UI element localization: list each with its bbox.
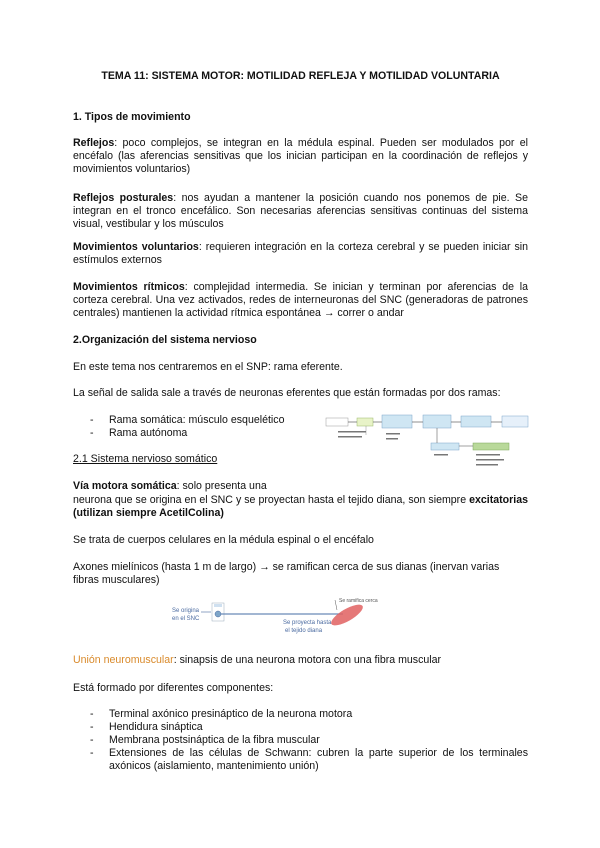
paragraph-via-motora-line1 <box>73 480 298 493</box>
list-item: - Rama autónoma <box>90 427 320 440</box>
paragraph-cuerpos-celulares: Se trata de cuerpos celulares en la médula espinal o el encéfalo <box>73 534 374 546</box>
page-title: TEMA 11: SISTEMA MOTOR: MOTILIDAD REFLEJA Y MOTILIDAD VOLUNTARIA <box>101 70 500 82</box>
list-item: - Extensiones de las células de Schwann: cubren la parte superior de los terminales axónicos (aislamiento, mantenimiento unión) <box>90 747 528 773</box>
paragraph-axones: Axones mielínicos (hasta 1 m de largo) → se ramifican cerca de sus dianas (inervan varias fibras musculares) <box>73 561 500 586</box>
section-1-heading: 1. Tipos de movimiento <box>73 111 191 123</box>
target-label-line2: el tejido diana <box>285 628 323 634</box>
text-reflejos: : poco complejos, se integran en la médula espinal. Pueden ser modulados por el encéfalo (las aferencias sensitivas que los inician participan en la coordinación de reflejos y movimientos voluntarios) <box>73 137 528 175</box>
motor-neuron-diagram <box>165 590 378 640</box>
term-union-neuromuscular: Unión neuromuscular <box>73 654 174 666</box>
list-item: - Terminal axónico presináptico de la neurona motora <box>90 708 528 721</box>
origin-label-line2: en el SNC <box>172 616 200 622</box>
text-movimientos-voluntarios: : requieren integración en la corteza cerebral y se pueden iniciar sin estímulos externos <box>73 241 528 266</box>
paragraph-via-motora-line2 <box>73 494 528 520</box>
paragraph-movimientos-ritmicos <box>73 281 528 320</box>
subsection-heading: 2.1 Sistema nervioso somático <box>73 453 218 465</box>
text-movimientos-ritmicos: : complejidad intermedia. Se inician y terminan por aferencias de la corteza cerebral. Una vez activados, redes de interneuronas del SNC (generadoras de patrones centrales) mantienen la actividad rítmica espontánea → correr o andar <box>73 281 528 319</box>
term-movimientos-voluntarios: Movimientos voluntarios <box>73 241 199 253</box>
branch-label: Se ramifica cerca <box>339 598 378 604</box>
list-item: - Rama somática: músculo esquelético <box>90 414 320 427</box>
paragraph-movimientos-voluntarios <box>73 241 528 267</box>
efferent-flow-diagram <box>326 411 528 471</box>
term-reflejos: Reflejos <box>73 137 115 149</box>
text-union-neuromuscular: : sinapsis de una neurona motora con una fibra muscular <box>173 654 442 666</box>
term-via-motora: Vía motora somática <box>73 480 177 492</box>
term-reflejos-posturales: Reflejos posturales <box>73 192 174 204</box>
text-via-motora-bold: excitatorias (utilizan siempre AcetilColina) <box>73 494 528 519</box>
paragraph-formado: Está formado por diferentes componentes: <box>73 682 274 694</box>
section-2-heading: 2.Organización del sistema nervioso <box>73 334 257 346</box>
list-item: - Membrana postsináptica de la fibra muscular <box>90 734 528 747</box>
paragraph-reflejos-posturales <box>73 192 528 231</box>
text-reflejos-posturales: : nos ayudan a mantener la posición cuando nos ponemos de pie. Se integran en el tronco encefálico. Son necesarias aferencias sensitivas continuas del sistema visual, vestibular y los músculos <box>73 192 528 230</box>
target-label-line1: Se proyecta hasta <box>283 620 332 626</box>
term-movimientos-ritmicos: Movimientos rítmicos <box>73 281 185 293</box>
text-via-motora-1: : solo presenta una <box>176 480 267 492</box>
text-via-motora-2: neurona que se origina en el SNC y se proyectan hasta el tejido diana, son siempre <box>73 494 470 506</box>
origin-label-line1: Se origina <box>172 608 200 614</box>
list-item: - Hendidura sináptica <box>90 721 528 734</box>
ramas-list <box>90 414 320 440</box>
paragraph-reflejos <box>73 137 528 176</box>
paragraph-snp: En este tema nos centraremos en el SNP: rama eferente. <box>73 361 343 373</box>
paragraph-union-neuromuscular <box>73 654 528 667</box>
componentes-list <box>90 708 528 773</box>
paragraph-senal-salida: La señal de salida sale a través de neuronas eferentes que están formadas por dos ramas: <box>73 387 501 399</box>
